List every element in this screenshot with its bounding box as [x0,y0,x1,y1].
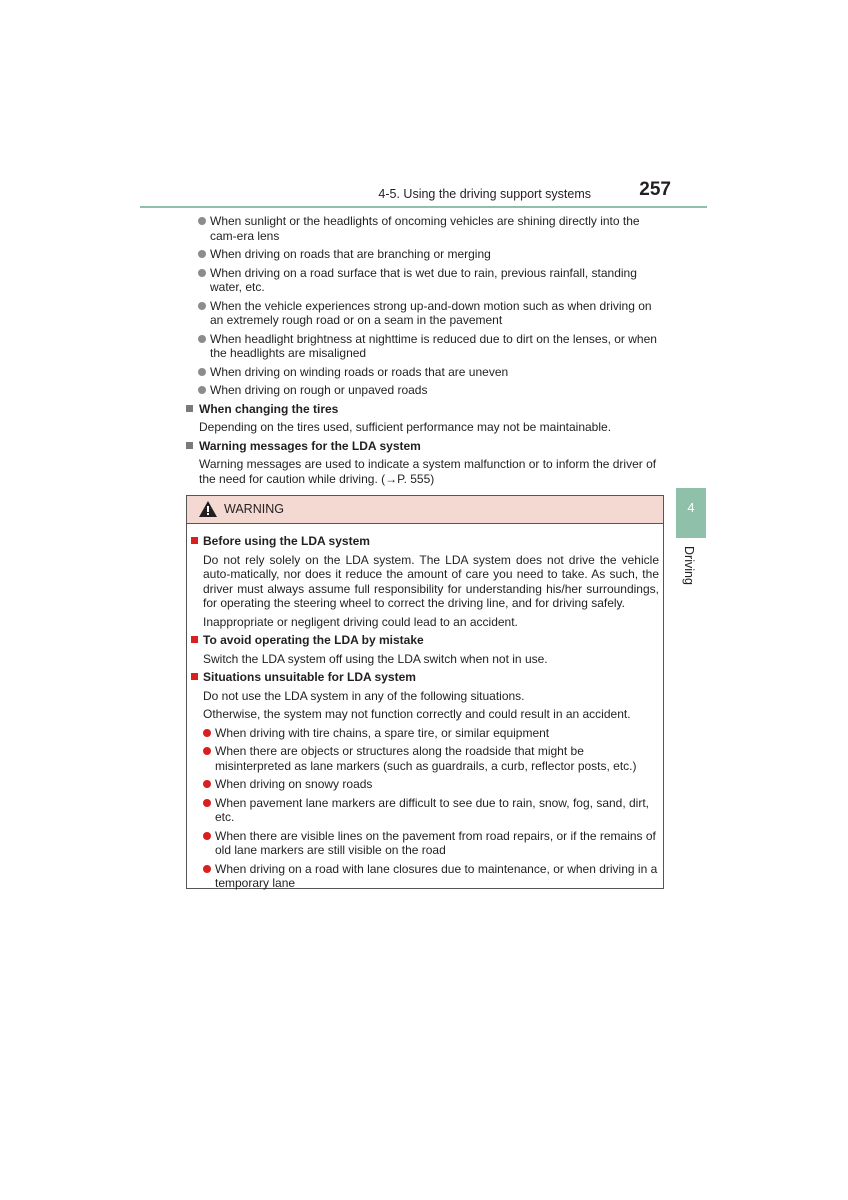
list-item [186,266,664,295]
unsuitable-paragraph-2: Otherwise, the system may not function correctly and could result in an accident. [203,707,631,721]
bullet-dot-icon [198,250,206,258]
list-item [191,777,659,792]
list-item [191,796,659,825]
list-item-text: When driving on winding roads or roads that are uneven [210,364,509,379]
square-bullet-icon [191,636,198,643]
warning-body [191,534,659,895]
chapter-number: 4 [687,500,695,515]
before-paragraph-2: Inappropriate or negligent driving could lead to an accident. [203,614,518,629]
warning-box [186,495,664,889]
list-item-text: When driving on a road with lane closures due to maintenance, or when driving in a temporary lane [215,861,658,890]
before-paragraph-1: Do not rely solely on the LDA system. The LDA system does not drive the vehicle auto-matically, nor does it reduce the amount of care you need to take. As such, the driver must always assume full responsibility for understanding his/her surroundings, for operating the steering wheel to correct the driving line, and for driving safely. [203,552,659,610]
list-item-text: When driving on snowy roads [215,777,373,791]
list-item [191,829,659,858]
bullet-dot-icon [198,386,206,394]
list-item-text: When driving with tire chains, a spare tire, or similar equipment [215,725,550,740]
bullet-dot-icon [203,799,211,807]
tires-paragraph: Depending on the tires used, sufficient performance may not be maintainable. [199,420,612,434]
page-number: 257 [639,179,671,200]
avoid-paragraph: Switch the LDA system off using the LDA switch when not in use. [203,651,548,666]
bullet-dot-icon [198,335,206,343]
warning-triangle-icon [199,501,217,517]
square-bullet-icon [191,673,198,680]
main-content [186,214,664,490]
section-heading-messages [186,439,664,454]
list-item-text: When the vehicle experiences strong up-and-down motion such as when driving on an extremely rough road or on a seam in the pavement [210,298,652,327]
list-item-text: When driving on a road surface that is wet due to rain, previous rainfall, standing water, etc. [210,265,637,294]
section-heading-before [191,534,659,549]
heading-text: When changing the tires [199,401,339,416]
bullet-dot-icon [203,832,211,840]
heading-text: To avoid operating the LDA by mistake [203,633,424,647]
bullet-dot-icon [198,368,206,376]
page-header [140,178,707,208]
square-bullet-icon [186,442,193,449]
chapter-tab [676,488,706,538]
bullet-dot-icon [203,729,211,737]
list-item [191,744,659,773]
bullet-dot-icon [203,780,211,788]
list-item-text: When driving on roads that are branching or merging [210,247,491,261]
list-item [186,365,664,380]
square-bullet-icon [186,405,193,412]
list-item [186,299,664,328]
list-item [186,383,664,398]
list-item-text: When pavement lane markers are difficult to see due to rain, snow, fog, sand, dirt, etc. [215,795,650,824]
chapter-label: Driving [682,546,696,585]
list-item-text: When headlight brightness at nighttime is reduced due to dirt on the lenses, or when the headlights are misaligned [210,331,657,360]
list-item-text: When driving on rough or unpaved roads [210,383,428,397]
list-item [191,726,659,741]
warning-header [187,496,663,524]
bullet-dot-icon [203,747,211,755]
list-item [186,332,664,361]
square-bullet-icon [191,537,198,544]
chapter-label-container [682,546,698,596]
heading-text: Before using the LDA system [203,534,370,548]
list-item [191,862,659,891]
section-heading-tires [186,402,664,417]
bullet-dot-icon [198,269,206,277]
section-heading-avoid [191,633,659,648]
warning-title: WARNING [224,502,284,516]
unsuitable-paragraph-1: Do not use the LDA system in any of the following situations. [203,688,525,703]
heading-text: Situations unsuitable for LDA system [203,670,416,684]
list-item-text: When sunlight or the headlights of oncoming vehicles are shining directly into the cam-era lens [210,214,640,243]
list-item [186,214,664,243]
list-item-text: When there are visible lines on the pavement from road repairs, or if the remains of old lane markers are still visible on the road [215,828,656,857]
list-item [186,247,664,262]
section-heading-unsuitable [191,670,659,685]
header-divider [140,206,707,208]
heading-text: Warning messages for the LDA system [199,438,421,453]
bullet-dot-icon [198,217,206,225]
section-title: 4-5. Using the driving support systems [378,187,591,201]
bullet-dot-icon [198,302,206,310]
messages-paragraph: Warning messages are used to indicate a system malfunction or to inform the driver of the need for caution while driving. (→P. 555) [199,457,657,486]
bullet-dot-icon [203,865,211,873]
list-item-text: When there are objects or structures along the roadside that might be misinterpreted as lane markers (such as guardrails, a curb, reflector posts, etc.) [215,744,637,773]
